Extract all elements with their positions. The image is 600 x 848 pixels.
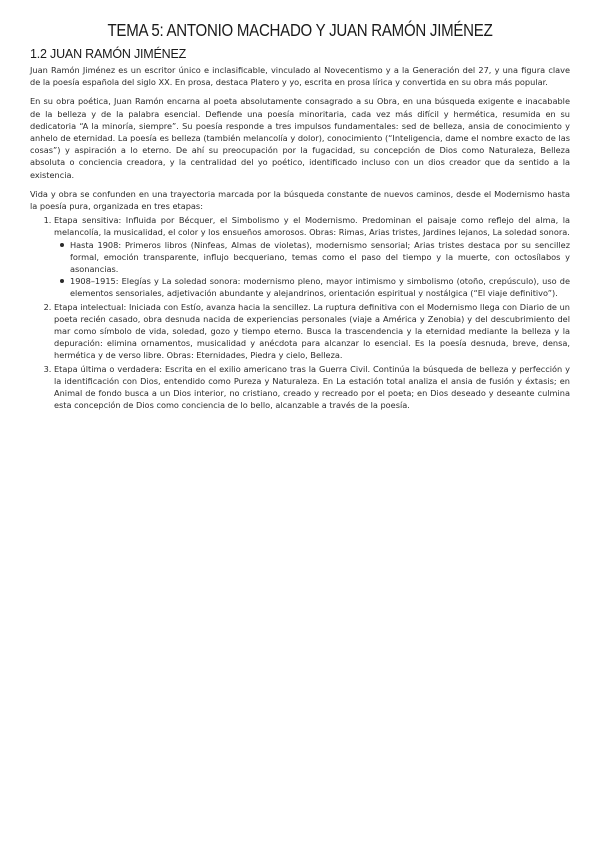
list-item-stage-intellectual (54, 301, 570, 362)
stage-text: Etapa intelectual: Iniciada con Estío, avanza hacia la sencillez. La ruptura definitiva con el Modernismo llega con Diario de un poeta recién casado, obra desnuda nacida de experiencias personales (viaje a América y Zenobia) y del descubrimiento del mar como símbolo de vida, soledad, gozo y tiempo eterno. Busca la trascendencia y la eternidad mediante la belleza y la depuración: elimina ornamentos, musicalidad y anécdota para alcanzar lo esencial. Es la poesía desnuda, breve, densa, hermética y de verso libre. Obras: Eternidades, Piedra y cielo, Belleza. (54, 301, 570, 361)
bullet-icon (60, 243, 64, 247)
body-text (30, 64, 570, 411)
page-title: TEMA 5: ANTONIO MACHADO Y JUAN RAMÓN JIMÉNEZ (107, 20, 493, 40)
section-title: 1.2 JUAN RAMÓN JIMÉNEZ (30, 47, 187, 61)
paragraph-poetics: En su obra poética, Juan Ramón encarna al poeta absolutamente consagrado a su Obra, en una búsqueda exigente e inacabable de la belleza y de la palabra esencial. Defiende una poesía minoritaria, cada vez más difícil y hermética, resumida en su dedicatoria “A la minoría, siempre”. Su poesía responde a tres impulsos fundamentales: sed de belleza, ansia de conocimiento y anhelo de eternidad. La poesía es belleza (también melancolía y dolor), conocimiento (“Inteligencia, dame el nombre exacto de las cosas”) y aspiración a lo eterno. De ahí su preocupación por la fugacidad, su concepción de Dios como Naturaleza, Belleza absoluta o conciencia creadora, y la centralidad del yo poético, identificado incluso con un dios creador que da sentido a la existencia. (30, 96, 570, 180)
sub-item-text: 1908–1915: Elegías y La soledad sonora: modernismo pleno, mayor intimismo y simbolismo (otoño, crepúsculo), uso de elementos sensoriales, adjetivación abundante y alejandrinos, orientación espiritual y nostálgica (“El viaje definitivo”). (70, 276, 570, 299)
stage-text: Etapa última o verdadera: Escrita en el exilio americano tras la Guerra Civil. Continúa la búsqueda de belleza y perfección y la identificación con Dios, entendido como Pureza y Naturaleza. En La estación total analiza el ansia de fusión y éxtasis; en Animal de fondo busca a un Dios interior, no cristiano, creado y recreado por el poeta; en Dios deseado y deseante culmina esta concepción de Dios como conciencia de lo bello, alcanzable a través de la poesía. (54, 363, 570, 411)
sub-item-text: Hasta 1908: Primeros libros (Ninfeas, Almas de violetas), modernismo sensorial; Arias tristes destaca por su sencillez formal, emoción transparente, influjo becqueriano, temas como el paso del tiempo y la muerte, con octosílabos y asonancias. (70, 239, 570, 275)
list-item-stage-sensitive (54, 214, 570, 299)
stages-list (30, 214, 570, 411)
paragraph-intro: Juan Ramón Jiménez es un escritor único e inclasificable, vinculado al Novecentismo y a la Generación del 27, y una figura clave de la poesía española del siglo XX. En prosa, destaca Platero y yo, escrita en prosa lírica y convertida en su obra más popular. (30, 65, 570, 88)
paragraph-stages-intro: Vida y obra se confunden en una trayectoria marcada por la búsqueda constante de nuevos caminos, desde el Modernismo hasta la poesía pura, organizada en tres etapas: (30, 188, 570, 212)
bullet-icon (60, 279, 64, 283)
sub-list (54, 239, 570, 300)
list-item-stage-final (54, 363, 570, 412)
sub-list-item (70, 239, 570, 276)
sub-list-item (70, 275, 570, 299)
stage-text: Etapa sensitiva: Influida por Bécquer, el Simbolismo y el Modernismo. Predominan el paisaje como reflejo del alma, la melancolía, la musicalidad, el color y los ensueños amorosos. Obras: Rimas, Arias tristes, Jardines lejanos, La soledad sonora. (54, 215, 570, 238)
